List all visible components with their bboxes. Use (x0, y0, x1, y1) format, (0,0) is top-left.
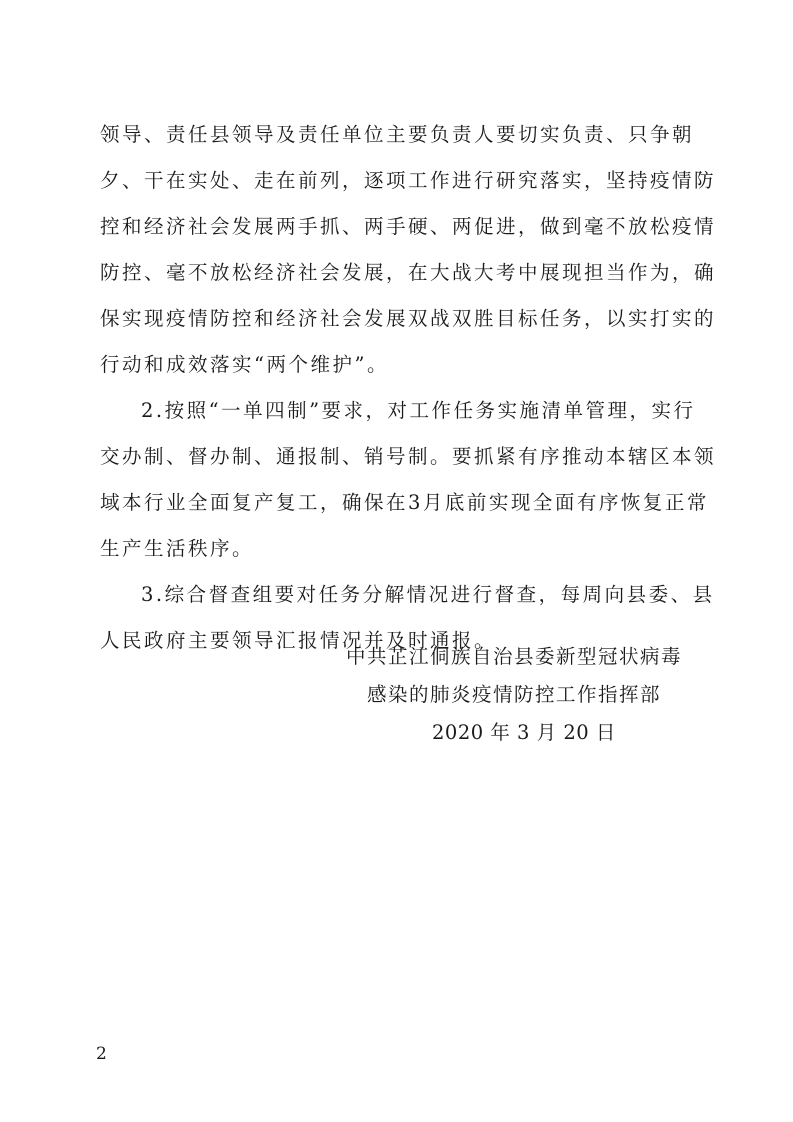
page-number: 2 (96, 1044, 107, 1064)
signature-block (300, 638, 720, 752)
paragraph-line: 夕、干在实处、走在前列，逐项工作进行研究落实，坚持疫情防 (100, 169, 717, 192)
paragraph-line: 行动和成效落实“两个维护”。 (100, 353, 389, 376)
paragraph-line: 生产生活秩序。 (100, 537, 255, 560)
paragraph-line: 域本行业全面复产复工，确保在3月底前实现全面有序恢复正常 (100, 491, 709, 514)
paragraph-line: 控和经济社会发展两手抓、两手硬、两促进，做到毫不放松疫情 (100, 215, 717, 238)
body-text (100, 112, 717, 664)
signature-date: 2020 年 3 月 20 日 (432, 721, 616, 744)
signature-organization-line-2: 感染的肺炎疫情防控工作指挥部 (367, 683, 662, 706)
paragraph-line: 交办制、督办制、通报制、销号制。要抓紧有序推动本辖区本领 (100, 445, 717, 468)
paragraph-line-item-2: 2.按照“一单四制”要求，对工作任务实施清单管理，实行 (141, 399, 696, 422)
paragraph-line: 人民政府主要领导汇报情况并及时通报。 (100, 629, 497, 652)
paragraph-line: 防控、毫不放松经济社会发展，在大战大考中展现担当作为，确 (100, 261, 717, 284)
paragraph-line: 领导、责任县领导及责任单位主要负责人要切实负责、只争朝 (100, 123, 695, 146)
paragraph-line: 保实现疫情防控和经济社会发展双战双胜目标任务，以实打实的 (100, 307, 717, 330)
paragraph-line-item-3: 3.综合督查组要对任务分解情况进行督查，每周向县委、县 (141, 583, 715, 606)
signature-organization-line-1: 中共芷江侗族自治县委新型冠状病毒 (346, 645, 683, 668)
